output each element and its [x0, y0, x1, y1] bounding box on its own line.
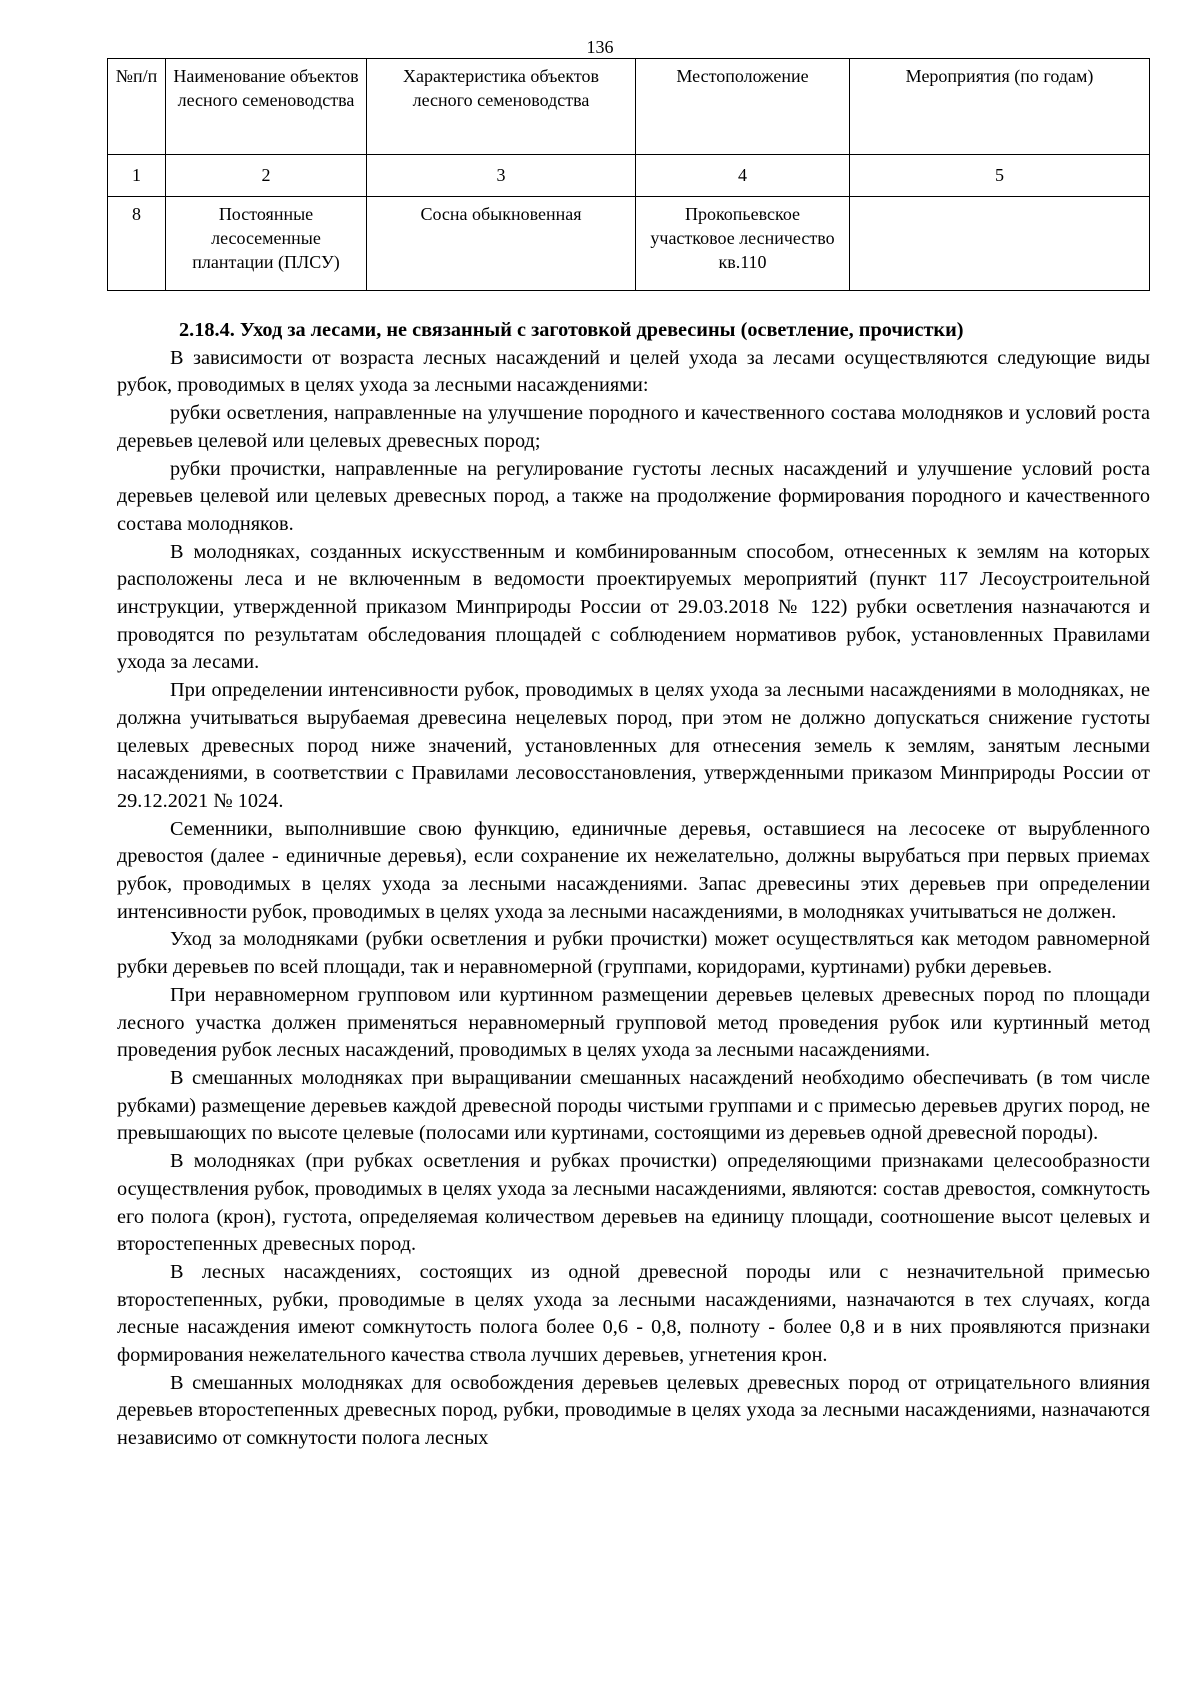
row-measures-cell: [850, 197, 1150, 291]
table-header-row: [108, 59, 1150, 155]
header-cell-location: Местоположение: [636, 59, 850, 155]
table-column-numbers-row: [108, 155, 1150, 197]
row-name-cell: Постоянные лесосеменные плантации (ПЛСУ): [166, 197, 367, 291]
paragraph: рубки прочистки, направленные на регулирование густоты лесных насаждений и улучшение условий роста деревьев целевой или целевых древесных пород, а также на продолжение формирования породного и качественного состава молодняков.: [117, 457, 1150, 535]
seed-objects-table: [107, 58, 1150, 291]
row-location-cell: Прокопьевское участковое лесничество кв.110: [636, 197, 850, 291]
column-number-cell: 2: [166, 155, 367, 197]
header-cell-characteristic: Характеристика объектов лесного семеноводства: [367, 59, 636, 155]
paragraph: рубки осветления, направленные на улучшение породного и качественного состава молодняков и условий роста деревьев целевой или целевых древесных пород;: [117, 402, 1150, 452]
paragraph: В смешанных молодняках при выращивании смешанных насаждений необходимо обеспечивать (в том числе рубками) размещение деревьев каждой древесной породы чистыми группами и с примесью деревьев других пород, не превышающих по высоте целевые (полосами или куртинами, состоящими из деревьев одной древесной породы).: [117, 1066, 1150, 1145]
column-number-cell: 3: [367, 155, 636, 197]
paragraph: В молодняках (при рубках осветления и рубках прочистки) определяющими признаками целесообразности осуществления рубок, проводимых в целях ухода за лесными насаждениями, являются: состав древостоя, сомкнутость его полога (крон), густота, определяемая количеством деревьев на единицу площади, соотношение высот целевых и второстепенных древесных пород.: [117, 1150, 1150, 1256]
header-cell-number: №п/п: [108, 59, 166, 155]
section-title: 2.18.4. Уход за лесами, не связанный с заготовкой древесины (осветление, прочистки): [179, 319, 964, 341]
paragraph: В зависимости от возраста лесных насаждений и целей ухода за лесами осуществляются следующие виды рубок, проводимых в целях ухода за лесными насаждениями:: [117, 346, 1150, 397]
row-characteristic-cell: Сосна обыкновенная: [367, 197, 636, 291]
paragraph: Семенники, выполнившие свою функцию, единичные деревья, оставшиеся на лесосеке от вырубленного древостоя (далее - единичные деревья), если сохранение их нежелательно, должны вырубаться при первых приемах рубок, проводимых в целях ухода за лесными насаждениями. Запас древесины этих деревьев при определении интенсивности рубок, проводимых в целях ухода за лесными насаждениями, в молодняках учитываться не должен.: [117, 817, 1150, 923]
page-number: 136: [586, 37, 614, 57]
paragraph: При неравномерном групповом или куртинном размещении деревьев целевых древесных пород по площади лесного участка должен применяться неравномерный групповой метод проведения рубок или куртинный метод проведения рубок лесных насаждений, проводимых в целях ухода за лесными насаждениями.: [117, 983, 1150, 1062]
row-number-cell: 8: [108, 197, 166, 291]
column-number-cell: 1: [108, 155, 166, 197]
paragraph: При определении интенсивности рубок, проводимых в целях ухода за лесными насаждениями в молодняках, не должна учитываться вырубаемая древесина нецелевых пород, при этом не должно допускаться снижение густоты целевых древесных пород ниже значений, установленных для отнесения земель к землям, занятым лесными насаждениями, в соответствии с Правилами лесовосстановления, утвержденными приказом Минприроды России от 29.12.2021 № 1024.: [117, 679, 1150, 812]
header-cell-measures: Мероприятия (по годам): [850, 59, 1150, 155]
section-body: [117, 317, 1150, 1453]
column-number-cell: 5: [850, 155, 1150, 197]
paragraph: В молодняках, созданных искусственным и комбинированным способом, отнесенных к землям на которых расположены леса и не включенным в ведомости проектируемых мероприятий (пункт 117 Лесоустроительной инструкции, утвержденной приказом Минприроды России от 29.03.2018 № 122) рубки осветления назначаются и проводятся по результатам обследования площадей с соблюдением нормативов рубок, установленных Правилами ухода за лесами.: [117, 540, 1150, 674]
table-row: [108, 197, 1150, 291]
paragraph: В смешанных молодняках для освобождения деревьев целевых древесных пород от отрицательного влияния деревьев второстепенных древесных пород, рубки, проводимые в целях ухода за лесными насаждениями, назначаются независимо от сомкнутости полога лесных: [117, 1371, 1150, 1450]
header-cell-name: Наименование объектов лесного семеноводства: [166, 59, 367, 155]
paragraph: Уход за молодняками (рубки осветления и рубки прочистки) может осуществляться как методом равномерной рубки деревьев по всей площади, так и неравномерной (группами, коридорами, куртинами) рубки деревьев.: [117, 928, 1150, 979]
paragraph: В лесных насаждениях, состоящих из одной древесной породы или с незначительной примесью второстепенных, рубки, проводимые в целях ухода за лесными насаждениями, назначаются в тех случаях, когда лесные насаждения имеют сомкнутость полога более 0,6 - 0,8, полноту - более 0,8 и в них проявляются признаки формирования нежелательного качества ствола лучших деревьев, угнетения крон.: [117, 1260, 1150, 1367]
column-number-cell: 4: [636, 155, 850, 197]
